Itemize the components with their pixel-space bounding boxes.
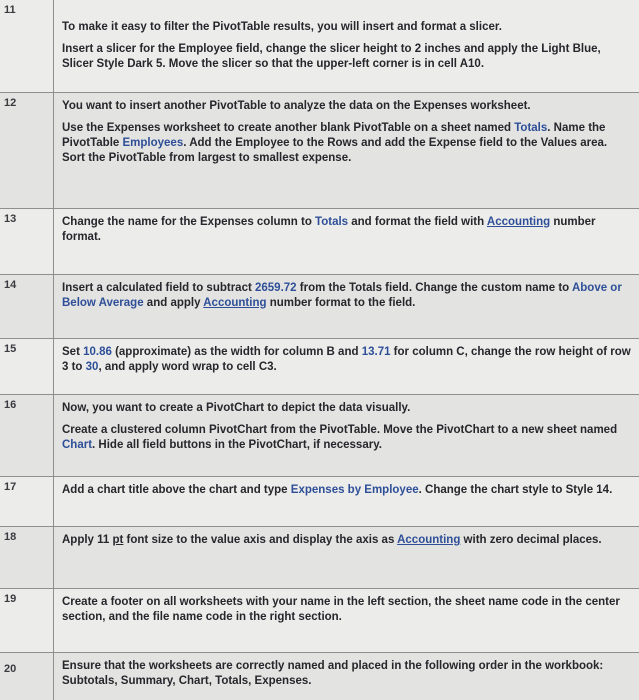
step-instructions <box>62 659 633 696</box>
step-instructions <box>62 595 633 632</box>
step-number: 11 <box>4 4 16 16</box>
step-paragraph: Use the Expenses worksheet to create another blank PivotTable on a sheet named Totals. Name the PivotTable Employees. Add the Employee to the Rows and add the Expense field to the Values area. Sort the PivotTable from largest to smallest expense. <box>62 122 608 164</box>
step-number: 19 <box>4 593 17 605</box>
step-number: 20 <box>4 663 17 675</box>
sheet-name-highlight: Chart <box>62 439 93 451</box>
step-paragraph: Ensure that the worksheets are correctly named and placed in the following order in the workbook: Subtotals, Summary, Chart, Totals, Expenses. <box>62 660 604 687</box>
step-number-cell <box>0 0 54 92</box>
step-paragraph: Insert a calculated field to subtract 2659.72 from the Totals field. Change the custom name to Above or Below Average and apply Accounting number format to the field. <box>62 282 622 309</box>
step-instructions <box>62 281 633 318</box>
value-highlight: 2659.72 <box>255 282 297 294</box>
step-instructions <box>62 99 633 173</box>
table-row <box>0 394 639 476</box>
step-number: 18 <box>4 531 17 543</box>
step-paragraph: Create a clustered column PivotChart from the PivotTable. Move the PivotChart to a new sheet named Chart. Hide all field buttons in the PivotChart, if necessary. <box>62 424 618 451</box>
step-number: 12 <box>4 97 17 109</box>
step-number-cell <box>0 527 54 588</box>
step-paragraph: Insert a slicer for the Employee field, change the slicer height to 2 inches and apply the Light Blue, Slicer Style Dark 5. Move the slicer so that the upper-left corner is in cell A10. <box>62 43 601 70</box>
step-number-cell <box>0 275 54 338</box>
unit-term: pt <box>112 534 124 546</box>
step-number-cell <box>0 477 54 526</box>
step-number-cell <box>0 653 54 700</box>
sheet-name-highlight: Totals <box>514 122 548 134</box>
table-row <box>0 338 639 394</box>
table-row <box>0 208 639 274</box>
number-format-term: Accounting <box>486 216 551 228</box>
chart-title-highlight: Expenses by Employee <box>290 484 419 496</box>
step-instructions <box>62 345 633 382</box>
step-number-cell <box>0 339 54 394</box>
table-row <box>0 0 639 92</box>
step-number: 15 <box>4 343 17 355</box>
table-row <box>0 92 639 208</box>
pivottable-name-highlight: Employees <box>122 137 184 149</box>
step-paragraph: Create a footer on all worksheets with your name in the left section, the sheet name code in the center section, and the file name code in the right section. <box>62 596 620 623</box>
step-paragraph: Set 10.86 (approximate) as the width for column B and 13.71 for column C, change the row height of row 3 to 30, and apply word wrap to cell C3. <box>62 346 631 373</box>
step-paragraph: Apply 11 pt font size to the value axis and display the axis as Accounting with zero decimal places. <box>62 534 602 546</box>
step-instructions <box>62 483 633 505</box>
column-name-highlight: Totals <box>315 216 349 228</box>
step-number-cell <box>0 395 54 476</box>
step-number: 16 <box>4 399 17 411</box>
step-number-cell <box>0 209 54 274</box>
step-number: 17 <box>4 481 17 493</box>
value-highlight: 30 <box>85 361 99 373</box>
step-paragraph: Now, you want to create a PivotChart to depict the data visually. <box>62 402 411 414</box>
table-row <box>0 476 639 526</box>
step-instructions <box>62 401 633 460</box>
table-row <box>0 274 639 338</box>
step-number: 13 <box>4 213 17 225</box>
step-instructions <box>62 20 633 79</box>
table-row <box>0 652 639 700</box>
value-highlight: 10.86 <box>83 346 112 358</box>
step-number: 14 <box>4 279 17 291</box>
step-number-cell <box>0 93 54 208</box>
step-instructions <box>62 215 633 252</box>
table-row <box>0 588 639 652</box>
step-instructions <box>62 533 633 555</box>
custom-name-highlight: Above or Below Average <box>62 282 622 309</box>
step-paragraph: You want to insert another PivotTable to analyze the data on the Expenses worksheet. <box>62 100 531 112</box>
step-paragraph: To make it easy to filter the PivotTable results, you will insert and format a slicer. <box>62 21 502 33</box>
table-row <box>0 526 639 588</box>
value-highlight: 13.71 <box>361 346 391 358</box>
step-number-cell <box>0 589 54 652</box>
number-format-term: Accounting <box>203 297 267 309</box>
number-format-term: Accounting <box>397 534 461 546</box>
step-paragraph: Add a chart title above the chart and type Expenses by Employee. Change the chart style to Style 14. <box>62 484 613 496</box>
step-paragraph: Change the name for the Expenses column to Totals and format the field with Accounting number format. <box>62 216 596 243</box>
